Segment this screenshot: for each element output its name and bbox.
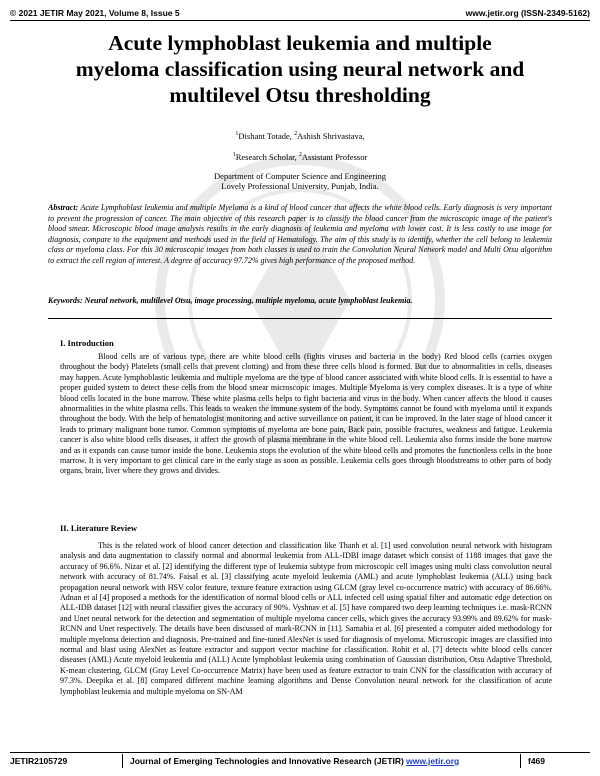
intro-heading: I. Introduction (60, 338, 114, 348)
header-issue: © 2021 JETIR May 2021, Volume 8, Issue 5 (10, 8, 180, 18)
title-line: Acute lymphoblast leukemia and multiple (108, 31, 492, 55)
affiliation (60, 171, 540, 191)
affiliation-department: Department of Computer Science and Engineering (213, 171, 387, 181)
footer-paper-id: JETIR2105729 (10, 756, 68, 766)
abstract-label: Abstract: (48, 203, 79, 212)
page-footer (10, 756, 590, 770)
title-line: multilevel Otsu thresholding (169, 83, 431, 107)
header-issn: www.jetir.org (ISSN-2349-5162) (465, 8, 590, 18)
section-rule (48, 318, 552, 319)
intro-section (60, 352, 552, 477)
footer-journal (130, 756, 459, 766)
author-role: Assistant Professor (301, 152, 368, 162)
author-names (60, 131, 540, 141)
affiliation-university: Lovely Professional University, Punjab, India. (221, 181, 379, 191)
litreview-paragraph: This is the related work of blood cancer detection and classification like Thanh et al. [1] used convolution neural network with histogram analysis and data augmentation to classify normal and abnormal leukemia from ALL-IDBI image dataset which consist of 1188 images that gave the accuracy of 96.6%. Nizar et al. [2] identifying the different type of leukemia subtype from microscopic cell images using multi class convolution neural network with accuracy of 81.74%. Faisal et al. [3] classifying acute myeloid leukemia (AML) and acute lymphoblast leukemia (ALL) using back propagation neural network with HSV color feature, texture feature extraction using GLCM (gray level co-occurrence matric) with accuracy of 86.66%. Adnan et al [4] proposed a methods for the identification of normal blood cells or ALL infected cell using spatial filter and automatic edge detection on ALL-IDB dataset [12] with neural classifier gives the accuracy of 90%. Vyshnav et al. [5] have compared two deep learning techniques i.e. mask-RCNN and Unet neural network for the detection and segmentation of multiple myeloma cancer cells, which gives the accuracy 93.99% and 89.62% for mask-RCNN and Unet respectively. The details have been discussed of mark-RCNN in [11]. Samabia et al. [6] presented a computer aided methodology for multiple myeloma detection and diagnosis. Pre-trained and fine-tuned AlexNet is used for diagnosis of myeloma. Microscopic images are classified into normal and blast using AlexNet as feature extractor and support vector machine for classification. Rohit et al. [7] detects white blood cells cancer diseases (AML) Acute myeloid leukemia and (ALL) Acute lymphoblast leukemia using combination of Gaussian distribution, Otsu Adaptive Threshold, K-mean clustering, GLCM (Gray Level Co-occurrence Matrix) have been used as feature extractor to train CNN for the classification with accuracy of 97.3%. Deepika et al. [8] compared different machine learning algorithms and Dense Convolution neural network for the classification of acute lymphoblast leukemia and multiple myeloma on SN-AM (60, 541, 552, 696)
author-sup: 1 (235, 131, 239, 138)
footer-divider (520, 754, 521, 768)
author-name: Dishant Totade, (238, 131, 295, 141)
litreview-section (60, 541, 552, 697)
author-sup: 2 (294, 131, 298, 138)
author-sup: 1 (232, 152, 236, 159)
author-roles (60, 152, 540, 162)
litreview-heading: II. Literature Review (60, 523, 138, 533)
author-sup: 2 (298, 152, 302, 159)
author-role: Research Scholar, (235, 152, 299, 162)
keywords: Keywords: Neural network, multilevel Otsu, image processing, multiple myeloma, acute lymphoblast leukemia. (48, 296, 413, 305)
intro-paragraph: Blood cells are of various type, there are white blood cells (fights viruses and bacteria in the body) Red blood cells (carries oxygen throughout the body) Platelets (small cells that prevent clotting) and from these three cells blood is formed. But due to abnormalities in cells, diseases may happen. Acute lymphoblastic leukemia and multiple myeloma are the type of blood cancer associated with white blood cells. It is essential to have a proper guided system to detect these cells from the blood smear microscopic images. Multiple Myeloma is very complex diseases. It is a type of white blood cells located in the bone marrow. These white plasma cells helps to fight bacteria and virus in the body. When cancer affects the blood it causes abnormalities in the white plasma cells. This leads to weaken the immune system of the body. Symptoms cannot be found with myeloma until it expands throughout the body. With the help of hematologist monitoring and active surveillance on patient, it can be improved. In the later stage of blood cancer it leads to primary malignant bone tumor. Common symptoms of myeloma are bone pain, Back pain, possible fractures, weakness and fatigue. Leukemia cancer is also white blood cells diseases, it affect the growth of plasma membrane in the white blood cell. Leukemia also forms inside the bone marrow and as it expands can cause tumor inside the bone. Leukemia stops the evolution of the white blood cells and promotes the functionless cells in the bone marrow. It is very important to get clinical care in the early stage as soon as possible. Leukemia cells goes through bloodstreams to other parts of body organs, brain, liver where they grows and divides. (60, 352, 552, 476)
footer-page-number: f469 (528, 756, 546, 766)
footer-url-link[interactable]: www.jetir.org (406, 756, 460, 766)
header-rule (10, 20, 590, 21)
footer-divider (122, 754, 123, 768)
abstract (48, 203, 552, 267)
title-line: myeloma classification using neural network and (75, 57, 525, 81)
paper-title (40, 30, 560, 108)
footer-journal-name: Journal of Emerging Technologies and Innovative Research (JETIR) (130, 756, 407, 766)
abstract-text: Acute Lymphoblast leukemia and multiple Myeloma is a kind of blood cancer that affects the white blood cells. Early diagnosis is very important to prevent the progression of cancer. The main objective of this research paper is to classify the blood cancer from the microscopic image of the patient's blood smear. Microscopic blood image analysis results in the early diagnosis of leukemia and myeloma with lower cost. It is less costly to use image for diagnosis, compare to the equipment and methods used in the field of Hematology. The aim of this study is to identify, whether the cell belong to leukemia class or myeloma class. For this 30 microscopic images from both classes is used to train the Convolution Neural Network model and Multi Otsu algorithm to extract the cell region of interest. A degree of accuracy 97.72% gives high performance of the proposed method. (48, 203, 552, 265)
footer-rule (10, 752, 590, 753)
author-name: Ashish Shrivastava, (297, 131, 365, 141)
